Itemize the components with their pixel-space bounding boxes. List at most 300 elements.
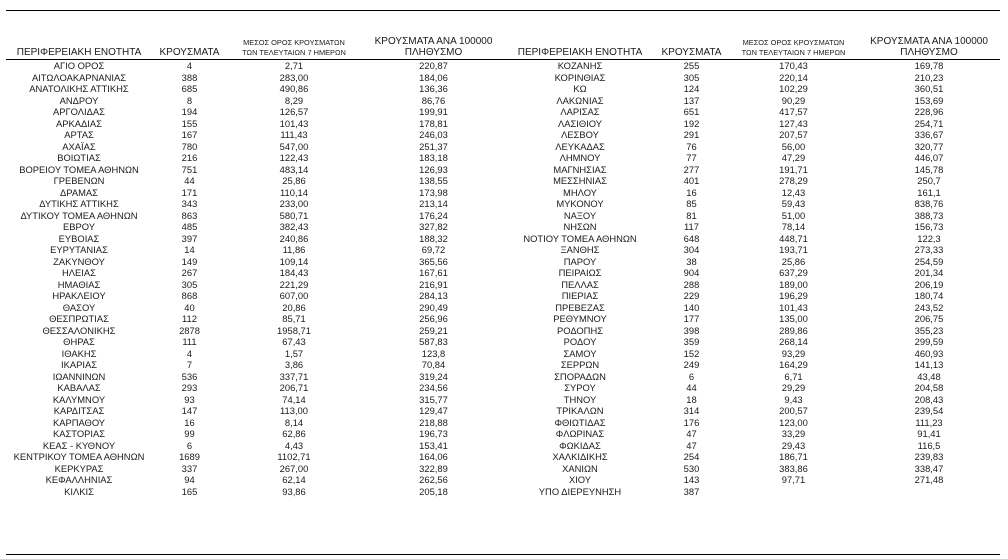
avg7-value: 337,71 <box>279 370 309 382</box>
cases-value: 77 <box>686 152 697 163</box>
avg7-value: 382,43 <box>279 221 309 232</box>
table-row <box>6 83 1000 95</box>
cases-value: 38 <box>686 255 697 267</box>
region-name: ΦΛΩΡΙΝΑΣ <box>555 428 605 439</box>
per100k-value: 111,23 <box>915 416 943 428</box>
avg7-value: 67,43 <box>282 336 306 347</box>
cases-value: 337 <box>181 462 198 474</box>
per100k-value: 206,75 <box>914 313 944 324</box>
avg7-value: 1,57 <box>284 347 304 359</box>
region-name: ΒΟΙΩΤΙΑΣ <box>57 152 101 163</box>
per100k-value: 178,81 <box>419 117 448 129</box>
per100k-value: 262,56 <box>419 474 448 485</box>
avg7-value: 207,57 <box>779 129 808 140</box>
region-name: ΣΑΜΟΥ <box>563 347 597 359</box>
region-name: ΛΑΚΩΝΙΑΣ <box>556 94 604 106</box>
table-row <box>6 198 1000 210</box>
region-name: ΔΥΤΙΚΗΣ ΑΤΤΙΚΗΣ <box>39 198 119 209</box>
avg7-value: 4,43 <box>284 439 304 451</box>
per100k-value: 239,54 <box>914 405 944 416</box>
cases-value: 751 <box>181 163 198 175</box>
region-name: ΠΡΕΒΕΖΑΣ <box>555 301 605 313</box>
table-row <box>6 187 1000 199</box>
avg7-value: 126,57 <box>279 106 309 117</box>
per100k-value: 218,88 <box>419 416 448 428</box>
table-body <box>6 60 1000 497</box>
cases-value: 194 <box>181 106 198 117</box>
cases-value: 648 <box>683 232 700 244</box>
region-name: ΦΘΙΩΤΙΔΑΣ <box>554 416 606 428</box>
region-name: ΠΕΛΛΑΣ <box>561 278 599 290</box>
region-name: ΙΘΑΚΗΣ <box>61 347 97 359</box>
cases-value: 291 <box>683 129 700 140</box>
table-row <box>6 474 1000 486</box>
per100k-value: 196,73 <box>419 428 448 439</box>
cases-value: 359 <box>683 336 700 347</box>
per100k-value: 355,23 <box>914 324 944 336</box>
per100k-value: 153,41 <box>419 439 448 451</box>
table-row <box>6 371 1000 383</box>
region-name: ΦΩΚΙΔΑΣ <box>559 439 601 451</box>
avg7-value: 25,86 <box>781 255 806 267</box>
per100k-value: 388,73 <box>914 209 944 221</box>
region-name: ΗΡΑΚΛΕΙΟΥ <box>52 290 106 301</box>
avg7-value: 637,29 <box>779 267 808 278</box>
table-row <box>6 244 1000 256</box>
cases-value: 868 <box>181 290 198 301</box>
region-name: ΠΕΙΡΑΙΩΣ <box>558 267 602 278</box>
cases-value: 137 <box>683 94 700 106</box>
cases-value: 76 <box>686 140 697 152</box>
region-name: ΑΧΑΪΑΣ <box>62 140 96 152</box>
per100k-value: 327,82 <box>419 221 448 232</box>
region-name: ΘΕΣΣΑΛΟΝΙΚΗΣ <box>42 324 116 336</box>
table-row <box>6 152 1000 164</box>
region-name: ΡΕΘΥΜΝΟΥ <box>553 313 607 324</box>
avg7-value: 20,86 <box>282 301 306 313</box>
cases-value: 7 <box>186 359 193 370</box>
avg7-value: 1102,71 <box>277 451 311 462</box>
cases-value: 314 <box>683 405 700 416</box>
per100k-value: 153,69 <box>914 94 944 106</box>
cases-value: 343 <box>181 198 198 209</box>
cases-value: 277 <box>683 163 700 175</box>
region-name: ΛΕΣΒΟΥ <box>561 129 599 140</box>
region-name: ΧΑΛΚΙΔΙΚΗΣ <box>552 451 608 462</box>
header-per100k-right: ΚΡΟΥΣΜΑΤΑ ΑΝΑ 100000 ΠΛΗΘΥΣΜΟ <box>858 22 1000 60</box>
avg7-value: 74,14 <box>282 393 306 405</box>
per100k-value: 180,74 <box>914 290 944 301</box>
cases-value: 685 <box>181 83 198 94</box>
cases-value: 140 <box>683 301 700 313</box>
per100k-value: 145,78 <box>914 163 944 175</box>
per100k-value: 338,47 <box>914 462 944 474</box>
per100k-value: 116,5 <box>917 439 941 451</box>
cases-value: 485 <box>181 221 198 232</box>
per100k-value: 254,59 <box>914 255 944 267</box>
table-row <box>6 256 1000 268</box>
region-name: ΚΟΖΑΝΗΣ <box>557 60 603 71</box>
region-name: ΜΗΛΟΥ <box>563 186 597 198</box>
region-name: ΚΑΡΠΑΘΟΥ <box>52 416 106 428</box>
avg7-value: 240,86 <box>279 232 309 244</box>
per100k-value: 360,51 <box>914 83 944 94</box>
table-row <box>6 141 1000 153</box>
cases-value: 155 <box>181 117 198 129</box>
avg7-value: 186,71 <box>779 451 808 462</box>
per100k-value: 251,37 <box>419 140 448 152</box>
region-name: ΚΕΝΤΡΙΚΟΥ ΤΟΜΕΑ ΑΘΗΝΩΝ <box>13 451 145 462</box>
avg7-value: 220,14 <box>779 71 808 83</box>
avg7-value: 33,29 <box>781 428 806 439</box>
table-row <box>6 440 1000 452</box>
cases-value: 536 <box>181 370 198 382</box>
region-name: ΜΑΓΝΗΣΙΑΣ <box>553 163 607 175</box>
region-name: ΛΑΣΙΘΙΟΥ <box>557 117 603 129</box>
avg7-value: 113,00 <box>280 405 308 416</box>
table-row <box>6 463 1000 475</box>
header-region-left: ΠΕΡΙΦΕΡΕΙΑΚΗ ΕΝΟΤΗΤΑ <box>6 22 152 60</box>
cases-value: 1689 <box>179 451 200 462</box>
region-name: ΒΟΡΕΙΟΥ ΤΟΜΕΑ ΑΘΗΝΩΝ <box>19 163 139 175</box>
avg7-value: 29,29 <box>781 382 806 393</box>
per100k-value: 299,59 <box>914 336 944 347</box>
table-row <box>6 175 1000 187</box>
region-name: ΕΒΡΟΥ <box>62 221 95 232</box>
per100k-value: 188,32 <box>419 232 448 244</box>
table-row <box>6 405 1000 417</box>
cases-value: 398 <box>683 324 700 336</box>
avg7-value: 221,29 <box>279 278 309 290</box>
cases-value: 397 <box>181 232 198 244</box>
cases-value: 167 <box>181 129 198 140</box>
table-row <box>6 279 1000 291</box>
cases-value: 16 <box>184 416 195 428</box>
region-name: ΜΕΣΣΗΝΙΑΣ <box>553 175 607 186</box>
per100k-value: 167,61 <box>419 267 448 278</box>
cases-value: 147 <box>181 405 198 416</box>
avg7-value: 8,14 <box>284 416 304 428</box>
region-name: ΚΑΡΔΙΤΣΑΣ <box>53 405 105 416</box>
avg7-value: 110,14 <box>280 186 308 198</box>
region-name: ΗΜΑΘΙΑΣ <box>57 278 101 290</box>
per100k-value: 239,83 <box>914 451 944 462</box>
cases-value: 387 <box>683 485 700 497</box>
avg7-value: 25,86 <box>282 175 306 186</box>
avg7-value: 56,00 <box>781 140 806 152</box>
avg7-value: 206,71 <box>279 382 309 393</box>
cases-value: 47 <box>686 428 697 439</box>
avg7-value: 51,00 <box>781 209 806 221</box>
per100k-value: 201,34 <box>914 267 944 278</box>
cases-value: 304 <box>683 244 700 255</box>
per100k-value: 259,21 <box>419 324 448 336</box>
cases-value: 94 <box>184 474 195 485</box>
table-row <box>6 428 1000 440</box>
avg7-value: 184,43 <box>279 267 309 278</box>
region-name: ΖΑΚΥΝΘΟΥ <box>53 255 105 267</box>
per100k-value: 176,24 <box>419 209 448 221</box>
cases-value: 99 <box>184 428 195 439</box>
per100k-value: 320,77 <box>914 140 944 152</box>
avg7-value: 1958,71 <box>277 324 311 336</box>
per100k-value: 204,58 <box>914 382 944 393</box>
per100k-value: 315,77 <box>419 393 448 405</box>
avg7-value: 93,86 <box>282 485 306 497</box>
cases-value: 44 <box>686 382 697 393</box>
region-name: ΑΝΑΤΟΛΙΚΗΣ ΑΤΤΙΚΗΣ <box>29 83 129 94</box>
cases-value: 6 <box>186 439 193 451</box>
cases-value: 288 <box>683 278 700 290</box>
per100k-value: 271,48 <box>914 474 944 485</box>
region-name: ΧΙΟΥ <box>568 474 592 485</box>
region-name: ΡΟΔΟΥ <box>563 336 597 347</box>
avg7-value: 127,43 <box>779 117 808 129</box>
per100k-value: 838,76 <box>914 198 944 209</box>
per100k-value: 205,18 <box>419 485 448 497</box>
per100k-value: 70,84 <box>421 359 446 370</box>
per100k-value: 243,52 <box>914 301 944 313</box>
table-row <box>6 164 1000 176</box>
per100k-value: 208,43 <box>914 393 944 405</box>
cases-value: 388 <box>181 71 198 83</box>
per100k-value: 587,83 <box>419 336 448 347</box>
region-name: ΔΡΑΜΑΣ <box>60 186 98 198</box>
cases-value: 176 <box>683 416 700 428</box>
per100k-value: 250,7 <box>917 175 941 186</box>
region-name: ΘΗΡΑΣ <box>63 336 95 347</box>
avg7-value: 289,86 <box>779 324 808 336</box>
avg7-value: 123,00 <box>779 416 808 428</box>
per100k-value: 336,67 <box>914 129 944 140</box>
avg7-value: 62,14 <box>282 474 306 485</box>
region-name: ΧΑΝΙΩΝ <box>562 462 598 474</box>
cases-value: 651 <box>683 106 700 117</box>
region-name: ΥΠΟ ΔΙΕΡΕΥΝΗΣΗ <box>538 485 622 497</box>
cases-value: 8 <box>186 94 193 106</box>
avg7-value: 6,71 <box>784 370 803 382</box>
region-name: ΑΡΤΑΣ <box>64 129 94 140</box>
per100k-value: 86,76 <box>421 94 446 106</box>
cases-value: 93 <box>184 393 195 405</box>
region-name: ΣΠΟΡΑΔΩΝ <box>554 370 606 382</box>
per100k-value: 216,91 <box>419 278 448 290</box>
avg7-value: 12,43 <box>781 186 806 198</box>
region-name: ΚΩ <box>573 83 587 94</box>
cases-value: 229 <box>683 290 700 301</box>
table-row <box>6 359 1000 371</box>
cases-value: 117 <box>684 221 699 232</box>
cases-value: 530 <box>683 462 700 474</box>
cases-value: 254 <box>683 451 700 462</box>
region-name: ΣΕΡΡΩΝ <box>560 359 600 370</box>
top-rule <box>6 10 1000 11</box>
cases-value: 2878 <box>179 324 200 336</box>
per100k-value: 460,93 <box>914 347 944 359</box>
avg7-value: 607,00 <box>279 290 309 301</box>
table-row <box>6 313 1000 325</box>
avg7-value: 135,00 <box>779 313 808 324</box>
avg7-value: 85,71 <box>282 313 306 324</box>
region-name: ΚΕΡΚΥΡΑΣ <box>54 462 104 474</box>
per100k-value: 365,56 <box>419 255 448 267</box>
per100k-value: 183,18 <box>419 152 448 163</box>
table-row <box>6 267 1000 279</box>
table-row <box>6 106 1000 118</box>
avg7-value <box>729 486 858 498</box>
region-name: ΚΕΦΑΛΛΗΝΙΑΣ <box>45 474 113 485</box>
per100k-value: 122,3 <box>917 232 941 244</box>
region-name: ΚΙΛΚΙΣ <box>64 485 94 497</box>
cases-value: 177 <box>683 313 700 324</box>
cases-value: 47 <box>686 439 697 451</box>
per100k-value: 123,8 <box>421 347 446 359</box>
cases-value: 305 <box>181 278 198 290</box>
avg7-value: 170,43 <box>779 60 808 71</box>
table-row <box>6 451 1000 463</box>
per100k-value: 234,56 <box>419 382 448 393</box>
header-per100k-left: ΚΡΟΥΣΜΑΤΑ ΑΝΑ 100000 ΠΛΗΘΥΣΜΟ <box>361 22 506 60</box>
region-name: ΚΟΡΙΝΘΙΑΣ <box>554 71 606 83</box>
region-name: ΚΑΒΑΛΑΣ <box>57 382 101 393</box>
cases-value: 904 <box>683 267 700 278</box>
avg7-value: 483,14 <box>279 163 309 175</box>
avg7-value: 97,71 <box>781 474 806 485</box>
avg7-value: 102,29 <box>779 83 808 94</box>
cases-value: 16 <box>686 186 697 198</box>
header-avg7-left: ΜΕΣΟΣ ΟΡΟΣ ΚΡΟΥΣΜΑΤΩΝ ΤΩΝ ΤΕΛΕΥΤΑΙΩΝ 7 ΗΜΕΡΩΝ <box>227 22 361 60</box>
region-name: ΞΑΝΘΗΣ <box>560 244 600 255</box>
table-row <box>6 60 1000 72</box>
cases-value: 216 <box>181 152 198 163</box>
region-name: ΣΥΡΟΥ <box>564 382 596 393</box>
cases-value: 112 <box>182 313 197 324</box>
avg7-value: 448,71 <box>779 232 808 244</box>
per100k-value: 228,96 <box>914 106 944 117</box>
per100k-value: 319,24 <box>419 370 448 382</box>
avg7-value: 111,43 <box>280 129 308 140</box>
per100k-value <box>858 486 1000 498</box>
table-row <box>6 325 1000 337</box>
per100k-value: 138,55 <box>419 175 448 186</box>
per100k-value: 164,06 <box>419 451 448 462</box>
header-region-right: ΠΕΡΙΦΕΡΕΙΑΚΗ ΕΝΟΤΗΤΑ <box>506 22 654 60</box>
region-name: ΑΓΙΟ ΟΡΟΣ <box>53 60 105 71</box>
cases-value: 192 <box>683 117 700 129</box>
avg7-value: 101,43 <box>779 301 808 313</box>
region-name: ΡΟΔΟΠΗΣ <box>556 324 604 336</box>
avg7-value: 101,43 <box>279 117 309 129</box>
avg7-value: 278,29 <box>779 175 808 186</box>
cases-value: 267 <box>181 267 198 278</box>
region-name: ΛΑΡΙΣΑΣ <box>560 106 600 117</box>
avg7-value: 383,86 <box>779 462 808 474</box>
cases-value: 305 <box>683 71 700 83</box>
cases-value: 18 <box>686 393 697 405</box>
cases-value: 401 <box>683 175 700 186</box>
avg7-value: 490,86 <box>279 83 309 94</box>
header-row <box>6 22 1000 60</box>
region-name: ΑΡΓΟΛΙΔΑΣ <box>53 106 105 117</box>
cases-table <box>6 22 1000 497</box>
per100k-value: 254,71 <box>914 117 944 129</box>
per100k-value: 156,73 <box>914 221 944 232</box>
cases-value: 124 <box>683 83 700 94</box>
per100k-value: 43,48 <box>917 370 941 382</box>
per100k-value: 206,19 <box>914 278 944 290</box>
avg7-value: 193,71 <box>779 244 808 255</box>
avg7-value: 109,14 <box>279 255 309 267</box>
per100k-value: 136,36 <box>419 83 448 94</box>
avg7-value: 59,43 <box>781 198 806 209</box>
per100k-value: 284,13 <box>419 290 448 301</box>
cases-value: 255 <box>683 60 700 71</box>
region-name: ΔΥΤΙΚΟΥ ΤΟΜΕΑ ΑΘΗΝΩΝ <box>20 209 138 221</box>
cases-value: 6 <box>688 370 695 382</box>
region-name: ΝΑΞΟΥ <box>563 209 597 221</box>
cases-value: 152 <box>683 347 700 359</box>
region-name: ΙΚΑΡΙΑΣ <box>60 359 98 370</box>
region-name: ΑΝΔΡΟΥ <box>59 94 99 106</box>
per100k-value: 173,98 <box>419 186 448 198</box>
cases-value: 85 <box>686 198 697 209</box>
cases-value: 14 <box>184 244 195 255</box>
region-name: ΤΡΙΚΑΛΩΝ <box>556 405 604 416</box>
avg7-value: 580,71 <box>279 209 309 221</box>
cases-value: 149 <box>181 255 198 267</box>
table-row <box>6 233 1000 245</box>
per100k-value: 446,07 <box>914 152 944 163</box>
avg7-value: 196,29 <box>779 290 808 301</box>
per100k-value: 141,13 <box>914 359 944 370</box>
cases-value: 293 <box>181 382 198 393</box>
per100k-value: 161,1 <box>917 186 941 198</box>
region-name: ΜΥΚΟΝΟΥ <box>556 198 604 209</box>
region-name: ΕΥΡΥΤΑΝΙΑΣ <box>50 244 108 255</box>
cases-value: 44 <box>184 175 195 186</box>
avg7-value: 62,86 <box>282 428 306 439</box>
per100k-value: 129,47 <box>419 405 448 416</box>
cases-value: 780 <box>181 140 198 152</box>
avg7-value: 93,29 <box>781 347 806 359</box>
per100k-value: 322,89 <box>419 462 448 474</box>
table-row <box>6 210 1000 222</box>
table-row <box>6 290 1000 302</box>
avg7-value: 283,00 <box>279 71 309 83</box>
per100k-value: 246,03 <box>419 129 448 140</box>
region-name: ΛΕΥΚΑΔΑΣ <box>555 140 605 152</box>
avg7-value: 189,00 <box>779 278 808 290</box>
region-name: ΗΛΕΙΑΣ <box>62 267 96 278</box>
per100k-value: 199,91 <box>419 106 448 117</box>
cases-value: 4 <box>186 60 193 71</box>
table-row <box>6 417 1000 429</box>
region-name: ΓΡΕΒΕΝΩΝ <box>53 175 105 186</box>
avg7-value: 11,86 <box>282 244 306 255</box>
table-row <box>6 129 1000 141</box>
avg7-value: 191,71 <box>779 163 808 175</box>
region-name: ΠΙΕΡΙΑΣ <box>561 290 599 301</box>
cases-value: 4 <box>186 347 193 359</box>
region-name: ΘΑΣΟΥ <box>62 301 96 313</box>
cases-value: 81 <box>686 209 697 221</box>
per100k-value: 213,14 <box>419 198 448 209</box>
avg7-value: 267,00 <box>279 462 309 474</box>
avg7-value: 29,43 <box>781 439 806 451</box>
table-row <box>6 95 1000 107</box>
avg7-value: 164,29 <box>779 359 808 370</box>
per100k-value: 273,33 <box>914 244 944 255</box>
